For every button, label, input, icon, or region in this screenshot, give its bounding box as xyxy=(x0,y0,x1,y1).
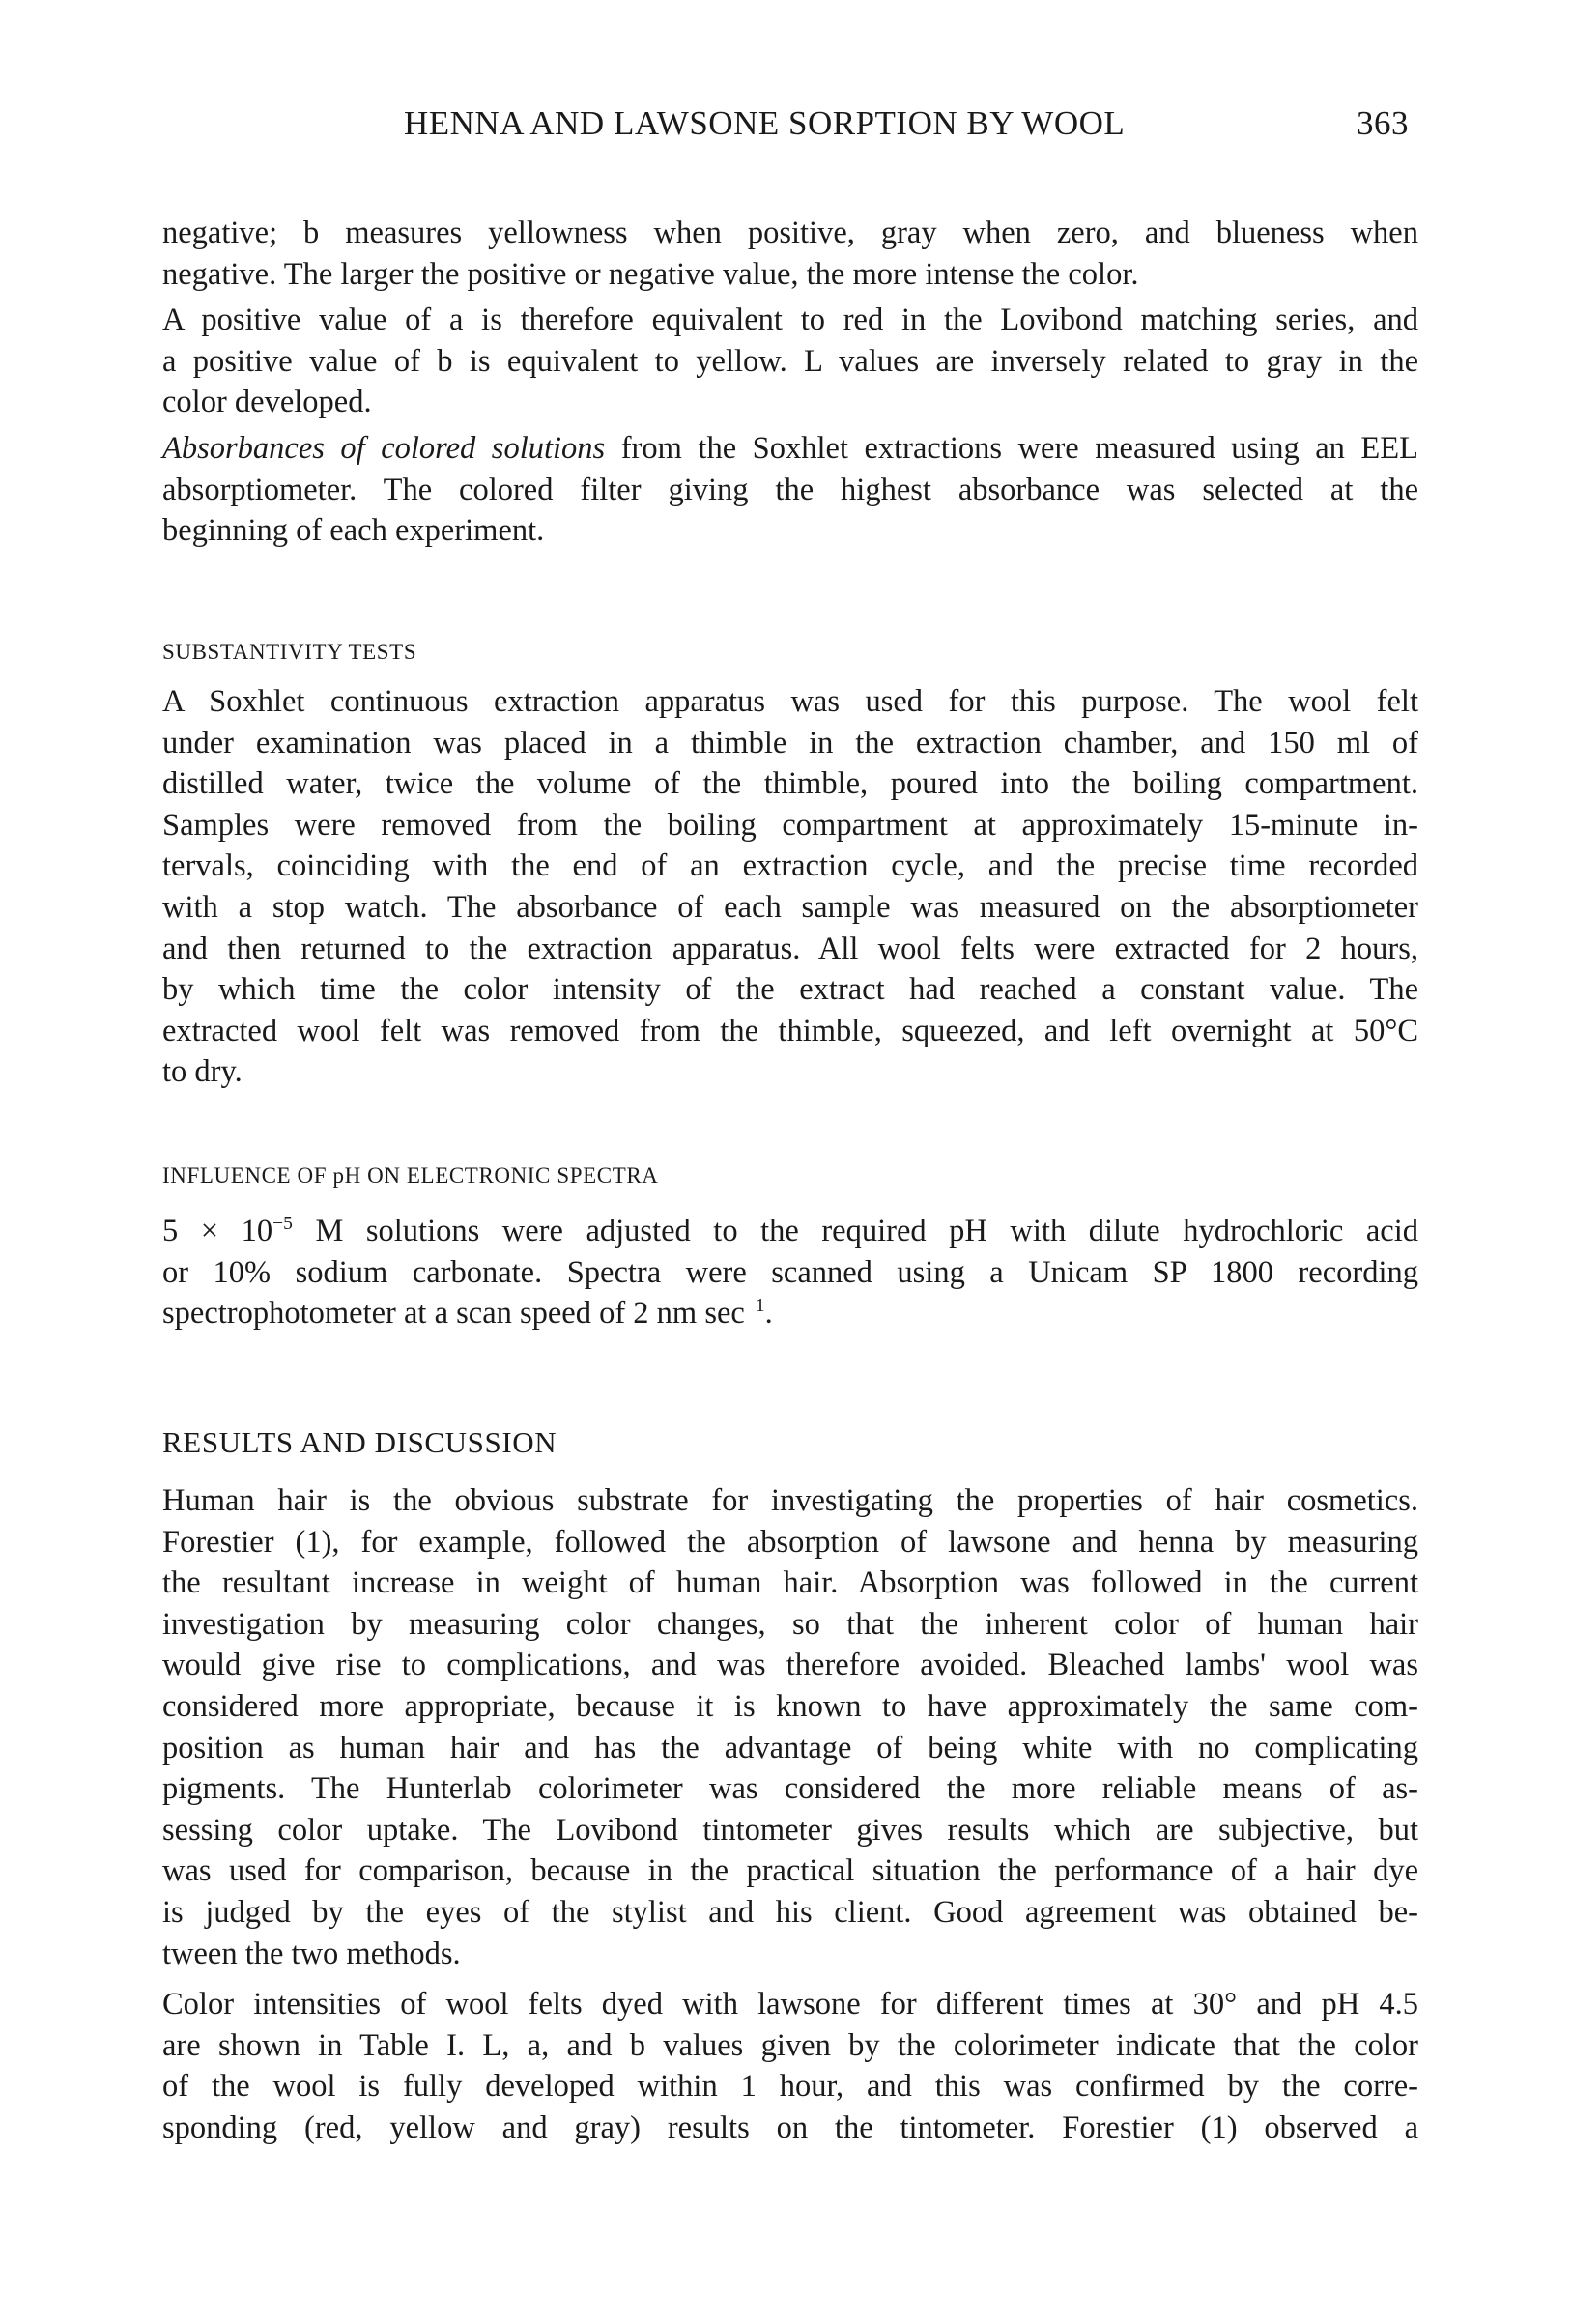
text-line: or 10% sodium carbonate. Spectra were scanned using a Unicam SP 1800 recording xyxy=(162,1254,1418,1290)
running-title: HENNA AND LAWSONE SORPTION BY WOOL xyxy=(404,104,1126,142)
text-run: M solutions were adjusted to the required pH with dilute hydrochloric acid xyxy=(292,1214,1418,1248)
running-head xyxy=(162,104,1418,147)
text-line xyxy=(162,1293,1418,1334)
text-line: beginning of each experiment. xyxy=(162,513,545,549)
text-line: negative; b measures yellowness when positive, gray when zero, and blueness when xyxy=(162,215,1418,250)
text-line: are shown in Table I. L, a, and b values given by the colorimeter indicate that the color xyxy=(162,2027,1418,2063)
paragraph-ph-influence xyxy=(162,1211,1418,1334)
text-line: the resultant increase in weight of human hair. Absorption was followed in the current xyxy=(162,1565,1418,1601)
page-number: 363 xyxy=(1357,104,1409,142)
italic-lead: Absorbances of colored solutions xyxy=(162,431,606,466)
section-heading-results: RESULTS AND DISCUSSION xyxy=(162,1425,557,1459)
text-line: and then returned to the extraction apparatus. All wool felts were extracted for 2 hours, xyxy=(162,931,1418,966)
text-line: A positive value of a is therefore equivalent to red in the Lovibond matching series, and xyxy=(162,302,1418,337)
text-line: color developed. xyxy=(162,385,372,420)
superscript: −5 xyxy=(272,1214,293,1235)
paragraph-substantivity xyxy=(162,681,1418,1093)
superscript: −1 xyxy=(744,1296,765,1317)
text-line: absorptiometer. The colored filter giving the highest absorbance was selected at the xyxy=(162,472,1418,507)
text-line: under examination was placed in a thimble in the extraction chamber, and 150 ml of xyxy=(162,725,1418,760)
text-line: A Soxhlet continuous extraction apparatus was used for this purpose. The wool felt xyxy=(162,684,1418,719)
text-line: extracted wool felt was removed from the thimble, squeezed, and left overnight at 50°C xyxy=(162,1013,1418,1048)
text-line: considered more appropriate, because it is known to have approximately the same com- xyxy=(162,1688,1418,1724)
subheading-substantivity: SUBSTANTIVITY TESTS xyxy=(162,640,417,664)
paragraph-results-1 xyxy=(162,1480,1418,1974)
subheading-ph-influence: INFLUENCE OF pH ON ELECTRONIC SPECTRA xyxy=(162,1163,659,1188)
text-run: from the Soxhlet extractions were measured using an EEL xyxy=(605,431,1418,466)
text-line: tween the two methods. xyxy=(162,1936,461,1971)
text-run: . xyxy=(764,1296,773,1332)
text-line: Human hair is the obvious substrate for investigating the properties of hair cosmetics. xyxy=(162,1483,1418,1518)
text-line: negative. The larger the positive or negative value, the more intense the color. xyxy=(162,256,1139,292)
text-line: of the wool is fully developed within 1 hour, and this was confirmed by the corre- xyxy=(162,2069,1418,2105)
text-line: with a stop watch. The absorbance of each sample was measured on the absorptiometer xyxy=(162,889,1418,925)
text-line: tervals, coinciding with the end of an extraction cycle, and the precise time recorded xyxy=(162,848,1418,884)
text-line: sessing color uptake. The Lovibond tintometer gives results which are subjective, but xyxy=(162,1812,1418,1848)
text-line: a positive value of b is equivalent to yellow. L values are inversely related to gray in the xyxy=(162,343,1418,379)
text-line: Forestier (1), for example, followed the absorption of lawsone and henna by measuring xyxy=(162,1524,1418,1560)
text-line xyxy=(162,1211,1418,1252)
text-line: position as human hair and has the advantage of being white with no complicating xyxy=(162,1730,1418,1765)
text-line: Color intensities of wool felts dyed with lawsone for different times at 30° and pH 4.5 xyxy=(162,1987,1418,2022)
paragraph-absorbances xyxy=(162,428,1418,552)
text-line: distilled water, twice the volume of the thimble, poured into the boiling compartment. xyxy=(162,766,1418,802)
text-line: was used for comparison, because in the practical situation the performance of a hair dye xyxy=(162,1853,1418,1889)
paragraph-results-2 xyxy=(162,1984,1418,2148)
text-line: sponding (red, yellow and gray) results on the tintometer. Forestier (1) observed a xyxy=(162,2109,1418,2145)
text-run: spectrophotometer at a scan speed of 2 nm sec xyxy=(162,1296,745,1332)
paragraph-lovibond xyxy=(162,300,1418,423)
text-line xyxy=(162,428,1418,470)
text-line: pigments. The Hunterlab colorimeter was considered the more reliable means of as- xyxy=(162,1771,1418,1807)
text-line: to dry. xyxy=(162,1054,243,1090)
paragraph-color-scale xyxy=(162,213,1418,295)
text-line: Samples were removed from the boiling compartment at approximately 15-minute in- xyxy=(162,807,1418,843)
text-line: by which time the color intensity of the extract had reached a constant value. The xyxy=(162,972,1418,1008)
text-run: 5 × 10 xyxy=(162,1214,273,1248)
text-line: would give rise to complications, and was therefore avoided. Bleached lambs' wool was xyxy=(162,1648,1418,1683)
text-line: investigation by measuring color changes, so that the inherent color of human hair xyxy=(162,1606,1418,1642)
text-line: is judged by the eyes of the stylist and his client. Good agreement was obtained be- xyxy=(162,1894,1418,1930)
